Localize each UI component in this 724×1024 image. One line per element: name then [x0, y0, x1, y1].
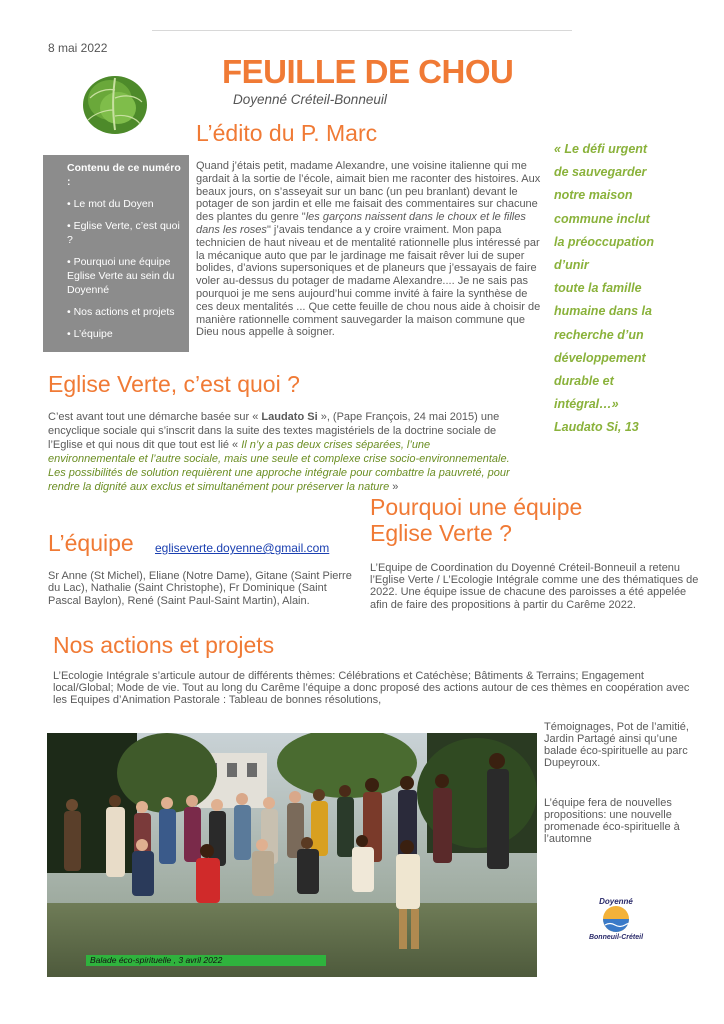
issue-date: 8 mai 2022: [48, 41, 108, 55]
cabbage-icon: [80, 68, 150, 138]
toc-item: • L’équipe: [67, 327, 181, 341]
doyenne-logo: [585, 895, 647, 941]
photo-caption: Balade éco-spirituelle , 3 avril 2022: [90, 955, 223, 965]
eglise-verte-text: [48, 410, 518, 494]
equipe-title: L’équipe: [48, 530, 134, 556]
equipe-email-link[interactable]: egliseverte.doyenne@gmail.com: [155, 541, 330, 555]
pourquoi-text: L’Equipe de Coordination du Doyenné Créteil-Bonneuil a retenu l’Eglise Verte / L’Ecologie Intégrale comme une des thématiques de 2022. Une équipe issue de chacune des paroisses a été appelée afin de faire des propositions à partir du Carême 2022.: [370, 562, 699, 611]
edito-text-italic: les garçons naissent dans le choux et le filles dans les roses: [196, 211, 526, 236]
header-rule: [152, 30, 572, 31]
edito-text: [196, 160, 544, 339]
quote-line: « Le défi urgent: [554, 142, 648, 156]
group-photo: [47, 733, 537, 977]
toc-item: • Eglise Verte, c’est quoi ?: [67, 219, 181, 247]
svg-text:Doyenné: Doyenné: [599, 897, 633, 906]
toc-heading: Contenu de ce numéro :: [67, 162, 181, 188]
quote-line: notre maison: [554, 188, 633, 203]
edito-text-part: Quand j’étais petit, madame Alexandre, une voisine italienne qui me gardait à la sortie de l’école, aimait bien me raconter des histoires. Aux beaux jours, on s’asseyait sur un banc (un peu branlant) devant le potager de son jardin et elle me faisait des commentaires sur chacune des plantes du genre ": [196, 160, 541, 224]
ev-text-part: »: [389, 481, 399, 493]
quote-line: la préoccupation: [554, 234, 655, 249]
eglise-verte-title: Eglise Verte, c’est quoi ?: [48, 371, 300, 397]
ev-text-bold: Laudato Si: [261, 411, 318, 423]
quote-line: développement: [554, 350, 646, 365]
toc-list: [67, 197, 181, 341]
quote-line: durable et: [554, 374, 614, 389]
quote-source: Laudato Si, 13: [554, 420, 639, 435]
quote-line: d’unir: [554, 258, 589, 273]
ev-text-part: », (Pape François, 24 mai 2015) une encyclique sociale qui s’inscrit dans la suite des textes magistériels de la doctrine sociale de l’Eglise et qui nous dit que tout est lié «: [48, 411, 500, 451]
edito-text-part: " j’avais tendance a y croire vraiment. Mon papa technicien de haut niveau et de mentalité rationnelle plus intéressé par la mécanique auto que par le jardinage me faisait rêver lui de super bolides, d’avions supersoniques et de planeurs que j’essayais de faire voler au-dessus du potager de madame Alexandre.... Je ne sais pas pourquoi je me sens aujourd’hui comme invité à faire la synthèse de ces deux mentalités ... Que cette feuille de chou nous aide à choisir de manière rationnelle comment sauvegarder la maison commune que Dieu nous appelle à soigner.: [196, 223, 541, 339]
actions-side-text: Témoignages, Pot de l’amitié, Jardin Partagé ainsi qu’une balade éco-spirituelle au parc Dupeyroux.: [544, 721, 689, 769]
toc-item: • Pourquoi une équipe Eglise Verte au sein du Doyenné: [67, 255, 181, 297]
quote-line: toute la famille: [554, 281, 642, 296]
ev-text-green: Il n’y a pas deux crises séparées, l’une environnementale et l’autre sociale, mais une seule et complexe crise socio-environnementale. Les possibilités de solution requièrent une approche intégrale pour combattre la pauvreté, pour rendre la dignité aux exclus et simultanément pour préserver la nature: [48, 439, 510, 493]
quote-line: intégral…»: [554, 397, 619, 412]
edito-title: L’édito du P. Marc: [196, 120, 378, 146]
actions-side-text-2: L’équipe fera de nouvelles propositions: une nouvelle promenade éco-spirituelle à l’automne: [544, 797, 680, 845]
pourquoi-title-line: Pourquoi une équipe: [370, 494, 583, 520]
toc-item: • Nos actions et projets: [67, 305, 181, 319]
newsletter-title: FEUILLE DE CHOU: [222, 53, 514, 90]
pourquoi-title: [370, 494, 690, 546]
laudato-si-quote: [554, 138, 704, 440]
toc-item: • Le mot du Doyen: [67, 197, 181, 211]
quote-line: commune inclut: [554, 211, 650, 226]
actions-text: L’Ecologie Intégrale s’articule autour de différents thèmes: Célébrations et Catéchèse; Bâtiments & Terrains; Engagement local/Global; Mode de vie. Tout au long du Carême l’équipe a donc proposé des actions autour de ces thèmes en coopération avec les Equipes d’Animation Pastorale : Tableau de bonnes résolutions,: [53, 670, 690, 706]
newsletter-subtitle: Doyenné Créteil-Bonneuil: [233, 92, 387, 107]
quote-line: humaine dans la: [554, 304, 652, 319]
actions-title: Nos actions et projets: [53, 632, 275, 658]
quote-line: recherche d’un: [554, 327, 644, 342]
ev-text-part: C’est avant tout une démarche basée sur «: [48, 411, 262, 423]
svg-text:Bonneuil-Créteil: Bonneuil-Créteil: [588, 934, 644, 941]
pourquoi-title-line: Eglise Verte ?: [370, 520, 512, 546]
quote-line: de sauvegarder: [554, 165, 647, 180]
table-of-contents: [43, 155, 189, 352]
equipe-text: Sr Anne (St Michel), Eliane (Notre Dame), Gitane (Saint Pierre du Lac), Nathalie (Saint Christophe), Fr Dominique (Saint Pascal Baylon), René (Saint Paul-Saint Martin), Alain.: [48, 570, 352, 607]
